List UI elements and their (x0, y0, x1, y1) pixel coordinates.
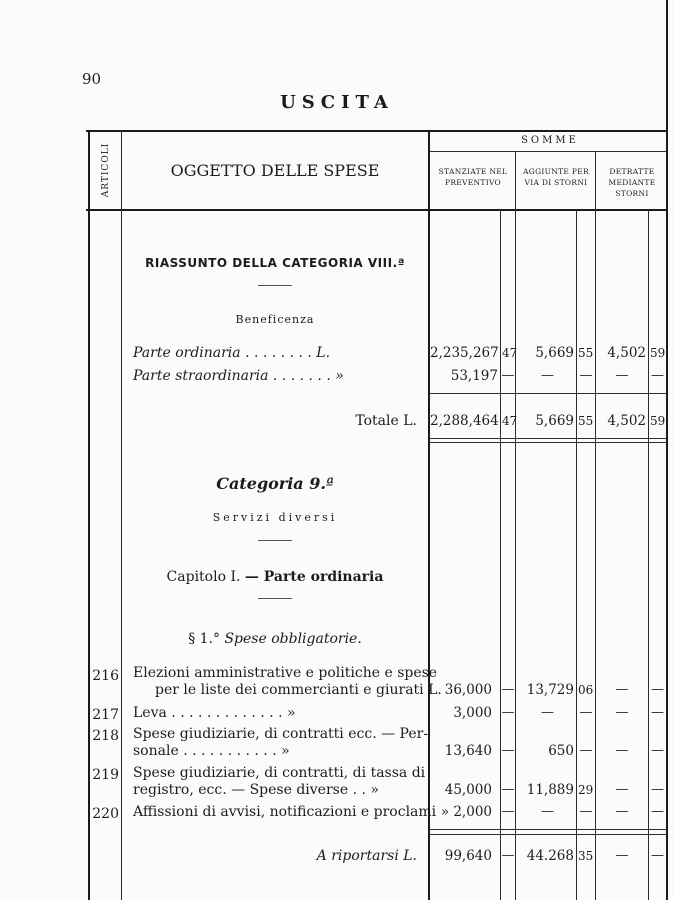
row-label: Parte straordinaria . . . . . . . » (133, 368, 344, 384)
col-stanziate-header: STANZIATE NEL PREVENTIVO (438, 167, 508, 187)
item-text: Elezioni amministrative e politiche e spese (133, 665, 438, 681)
subtotal-rule (430, 393, 666, 394)
detratte-value: — (615, 743, 629, 758)
aggiunte-value: 5,669 (535, 413, 574, 429)
col-detratte-header: DETRATTE MEDIANTE STORNI (608, 167, 656, 198)
stanziate-value: 2,235,267 (430, 345, 499, 361)
item-text-cont: registro, ecc. — Spese diverse . . » (133, 782, 379, 798)
aggiunte-cents: 29 (578, 783, 594, 797)
detratte-cents: — (651, 848, 664, 863)
aggiunte-value: 11,889 (526, 782, 574, 798)
riassunto-title: RIASSUNTO DELLA CATEGORIA VIII.ª (145, 256, 405, 270)
detratte-value: — (615, 705, 629, 720)
aggiunte-cents: — (579, 368, 593, 383)
riportarsi-label: A riportarsi L. (316, 848, 417, 864)
riporto-rule-2 (430, 834, 666, 835)
header-bottom-rule (86, 209, 666, 211)
col2-cents-divider (576, 209, 577, 900)
short-rule (258, 540, 292, 541)
aggiunte-value: 13,729 (526, 682, 574, 698)
detratte-cents: — (651, 804, 664, 819)
stanziate-value: 45,000 (444, 782, 492, 798)
stanziate-cents: — (501, 804, 515, 819)
short-rule (258, 598, 292, 599)
col-aggiunte-header: AGGIUNTE PER VIA DI STORNI (523, 167, 589, 187)
detratte-cents: — (651, 782, 664, 797)
item-text-cont: per le liste dei commercianti e giurati L. (155, 682, 442, 698)
short-rule (258, 285, 292, 286)
article-number: 216 (92, 668, 119, 684)
item-text: Leva . . . . . . . . . . . . . » (133, 705, 296, 721)
col1-divider (515, 151, 516, 900)
detratte-cents: — (651, 682, 664, 697)
stanziate-cents: — (501, 782, 515, 797)
detratte-value: — (615, 848, 629, 863)
item-text: Spese giudiziarie, di contratti ecc. — Per- (133, 726, 429, 742)
total-rule-2 (430, 442, 666, 443)
categoria-title: Categoria 9.ª (216, 474, 334, 493)
detratte-cents: 59 (650, 346, 666, 360)
item-text: Affissioni di avvisi, notificazioni e proclami » (133, 804, 450, 820)
detratte-value: — (615, 368, 629, 383)
totale-label: Totale L. (355, 413, 417, 429)
oggetto-header: OGGETTO DELLE SPESE (170, 161, 380, 180)
aggiunte-cents: 55 (578, 346, 594, 360)
stanziate-cents: — (501, 705, 515, 720)
stanziate-cents: — (501, 682, 515, 697)
total-rule-1 (430, 438, 666, 439)
stanziate-value: 3,000 (453, 705, 492, 721)
item-text: Spese giudiziarie, di contratti, di tassa di (133, 765, 426, 781)
aggiunte-value: — (541, 804, 554, 819)
page-number: 90 (82, 70, 102, 88)
aggiunte-cents: — (579, 743, 593, 758)
detratte-value: — (615, 682, 629, 697)
categoria-subtitle: Servizi diversi (212, 511, 338, 524)
detratte-cents: 59 (650, 414, 666, 428)
aggiunte-value: — (541, 368, 554, 383)
aggiunte-value: 650 (548, 743, 574, 759)
stanziate-cents: — (501, 848, 515, 863)
detratte-cents: — (651, 705, 664, 720)
aggiunte-cents: 55 (578, 414, 594, 428)
article-number: 219 (92, 767, 119, 783)
stanziate-cents: — (501, 368, 515, 383)
table-top-rule (86, 130, 666, 132)
detratte-value: 4,502 (607, 413, 646, 429)
detratte-cents: — (651, 368, 664, 383)
beneficenza-heading: Beneficenza (235, 313, 315, 326)
stanziate-cents: — (501, 743, 515, 758)
articoli-divider (121, 130, 122, 900)
row-label: Parte ordinaria . . . . . . . . L. (133, 345, 331, 361)
aggiunte-value: 44.268 (526, 848, 574, 864)
capitolo-heading: Capitolo I. — Parte ordinaria (166, 569, 384, 585)
detratte-value: — (615, 782, 629, 797)
stanziate-value: 13,640 (444, 743, 492, 759)
aggiunte-cents: 35 (578, 849, 594, 863)
articoli-header: ARTICOLI (101, 142, 111, 198)
aggiunte-cents: — (579, 705, 593, 720)
aggiunte-value: — (541, 705, 554, 720)
detratte-value: 4,502 (607, 345, 646, 361)
item-text-cont: sonale . . . . . . . . . . . » (133, 743, 290, 759)
detratte-cents: — (651, 743, 664, 758)
stanziate-value: 36,000 (444, 682, 492, 698)
somme-header: SOMME (521, 135, 579, 146)
stanziate-cents: 47 (502, 414, 518, 428)
col2-divider (595, 151, 596, 900)
stanziate-value: 53,197 (450, 368, 498, 384)
aggiunte-cents: — (579, 804, 593, 819)
detratte-value: — (615, 804, 629, 819)
somme-rule (430, 151, 666, 152)
left-border (88, 130, 90, 900)
riporto-rule-1 (430, 829, 666, 830)
stanziate-value: 2,000 (453, 804, 492, 820)
article-number: 220 (92, 806, 119, 822)
aggiunte-value: 5,669 (535, 345, 574, 361)
article-number: 217 (92, 707, 119, 723)
stanziate-cents: 47 (502, 346, 518, 360)
paragrafo-heading: § 1.° Spese obbligatorie. (188, 631, 362, 647)
aggiunte-cents: 06 (578, 683, 594, 697)
article-number: 218 (92, 728, 119, 744)
page-title: USCITA (280, 92, 394, 113)
stanziate-value: 99,640 (444, 848, 492, 864)
stanziate-value: 2,288,464 (430, 413, 499, 429)
